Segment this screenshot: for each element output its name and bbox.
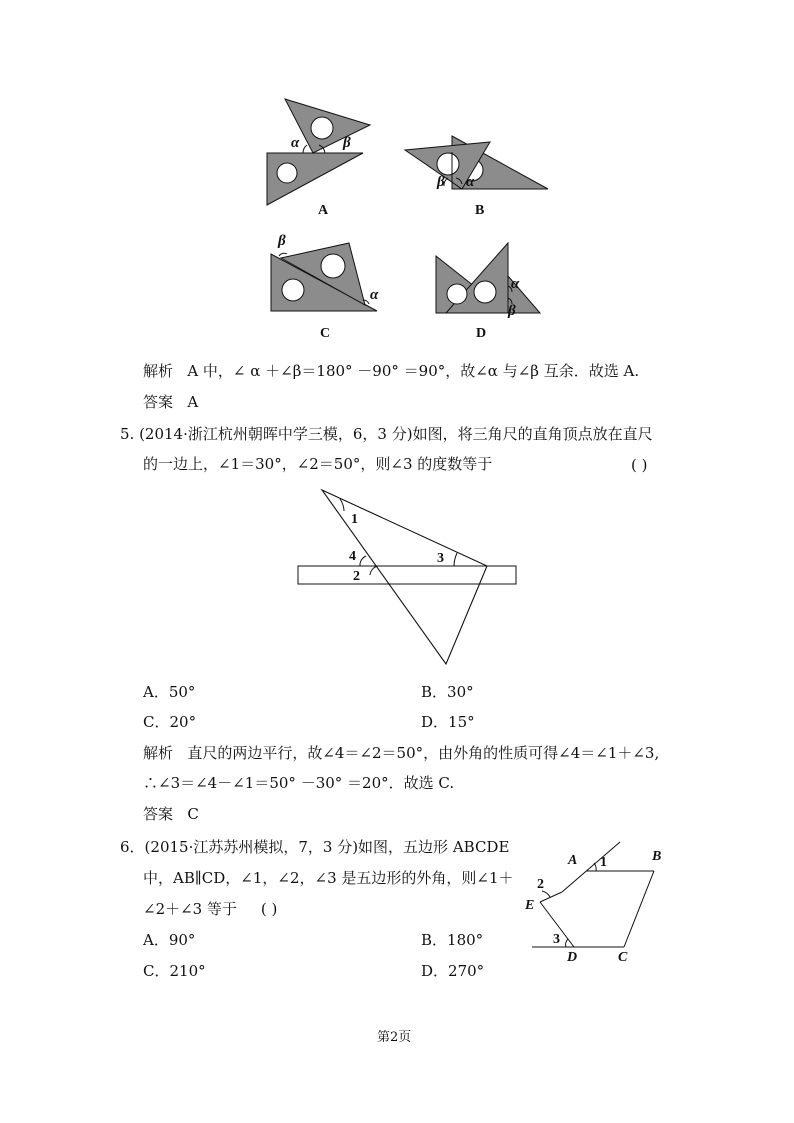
q4-alpha-label-a: α bbox=[291, 135, 300, 151]
q4-beta-label-c: β bbox=[278, 233, 286, 249]
q4-alpha-label-c: α bbox=[370, 287, 379, 303]
q4-label-d: D bbox=[476, 326, 487, 341]
q5-answer bbox=[143, 804, 199, 824]
q5-stem-line2: 的一边上，∠1＝30°，∠2＝50°，则∠3 的度数等于 bbox=[143, 455, 493, 473]
q6-bracket: ( ) bbox=[260, 900, 278, 918]
q4-figure-c bbox=[265, 240, 385, 315]
q5-angle-4: 4 bbox=[349, 549, 356, 564]
q4-alpha-label-b: α bbox=[466, 174, 475, 190]
answer-text: C bbox=[187, 805, 199, 823]
q4-beta-label-d: β bbox=[508, 303, 516, 319]
q4-label-c: C bbox=[320, 326, 331, 341]
q5-angle-2: 2 bbox=[353, 569, 360, 584]
q4-label-b: B bbox=[475, 203, 485, 218]
q5-bracket: ( ) bbox=[631, 456, 648, 474]
q6-angle-3: 3 bbox=[553, 932, 560, 947]
q4-figure-b bbox=[400, 130, 555, 195]
q6-vertex-a: A bbox=[568, 853, 578, 868]
q4-alpha-label-d: α bbox=[511, 276, 520, 292]
q6-option-d: D．270° bbox=[421, 962, 485, 980]
answer-label: 答案 bbox=[143, 805, 174, 823]
q4-label-a: A bbox=[318, 203, 329, 218]
q6-option-c: C．210° bbox=[143, 962, 206, 980]
q6-option-b: B．180° bbox=[421, 931, 484, 949]
q5-figure bbox=[290, 482, 525, 672]
q4-figure-a bbox=[255, 95, 375, 210]
q5-option-d: D．15° bbox=[421, 713, 475, 731]
q5-option-a: A．50° bbox=[143, 683, 196, 701]
q6-vertex-b: B bbox=[652, 849, 662, 864]
q5-stem-line1: 5. (2014·浙江杭州朝晖中学三模，6，3 分)如图，将三角尺的直角顶点放在直尺 bbox=[120, 425, 653, 443]
q4-answer bbox=[143, 392, 198, 412]
q5-analysis-line2: ∴∠3＝∠4－∠1＝50° －30° ＝20°．故选 C. bbox=[143, 774, 455, 792]
q5-analysis-line1 bbox=[143, 743, 659, 763]
q6-vertex-e: E bbox=[525, 898, 535, 913]
q6-vertex-d: D bbox=[567, 950, 578, 965]
q4-beta-label-a: β bbox=[343, 135, 351, 151]
analysis-label: 解析 bbox=[143, 744, 174, 762]
q6-angle-2: 2 bbox=[537, 877, 544, 892]
analysis-text: 直尺的两边平行，故∠4＝∠2＝50°，由外角的性质可得∠4＝∠1＋∠3, bbox=[187, 744, 660, 762]
q4-figure-d bbox=[430, 240, 545, 315]
q6-stem-line1: 6．(2015·江苏苏州模拟，7，3 分)如图，五边形 ABCDE bbox=[120, 838, 510, 856]
q4-beta-label-b: β bbox=[437, 174, 445, 190]
q6-stem-text: ∠2＋∠3 等于 bbox=[143, 900, 237, 918]
q6-stem-line2: 中，AB∥CD，∠1，∠2，∠3 是五边形的外角，则∠1＋ bbox=[143, 869, 514, 887]
analysis-label: 解析 bbox=[143, 362, 174, 380]
q6-angle-1: 1 bbox=[600, 855, 607, 870]
q5-option-b: B．30° bbox=[421, 683, 474, 701]
q5-option-c: C．20° bbox=[143, 713, 197, 731]
page-number: 第2页 bbox=[377, 1030, 412, 1045]
q5-angle-3: 3 bbox=[437, 551, 444, 566]
answer-text: A bbox=[187, 393, 199, 411]
q6-option-a: A．90° bbox=[143, 931, 196, 949]
analysis-text: A 中，∠ α ＋∠β＝180° －90° ＝90°，故∠α 与∠β 互余．故选 A. bbox=[187, 362, 640, 380]
q6-vertex-c: C bbox=[618, 950, 628, 965]
q5-angle-1: 1 bbox=[351, 512, 358, 527]
q6-stem-line3 bbox=[143, 899, 277, 919]
answer-label: 答案 bbox=[143, 393, 174, 411]
q4-analysis bbox=[143, 361, 639, 381]
